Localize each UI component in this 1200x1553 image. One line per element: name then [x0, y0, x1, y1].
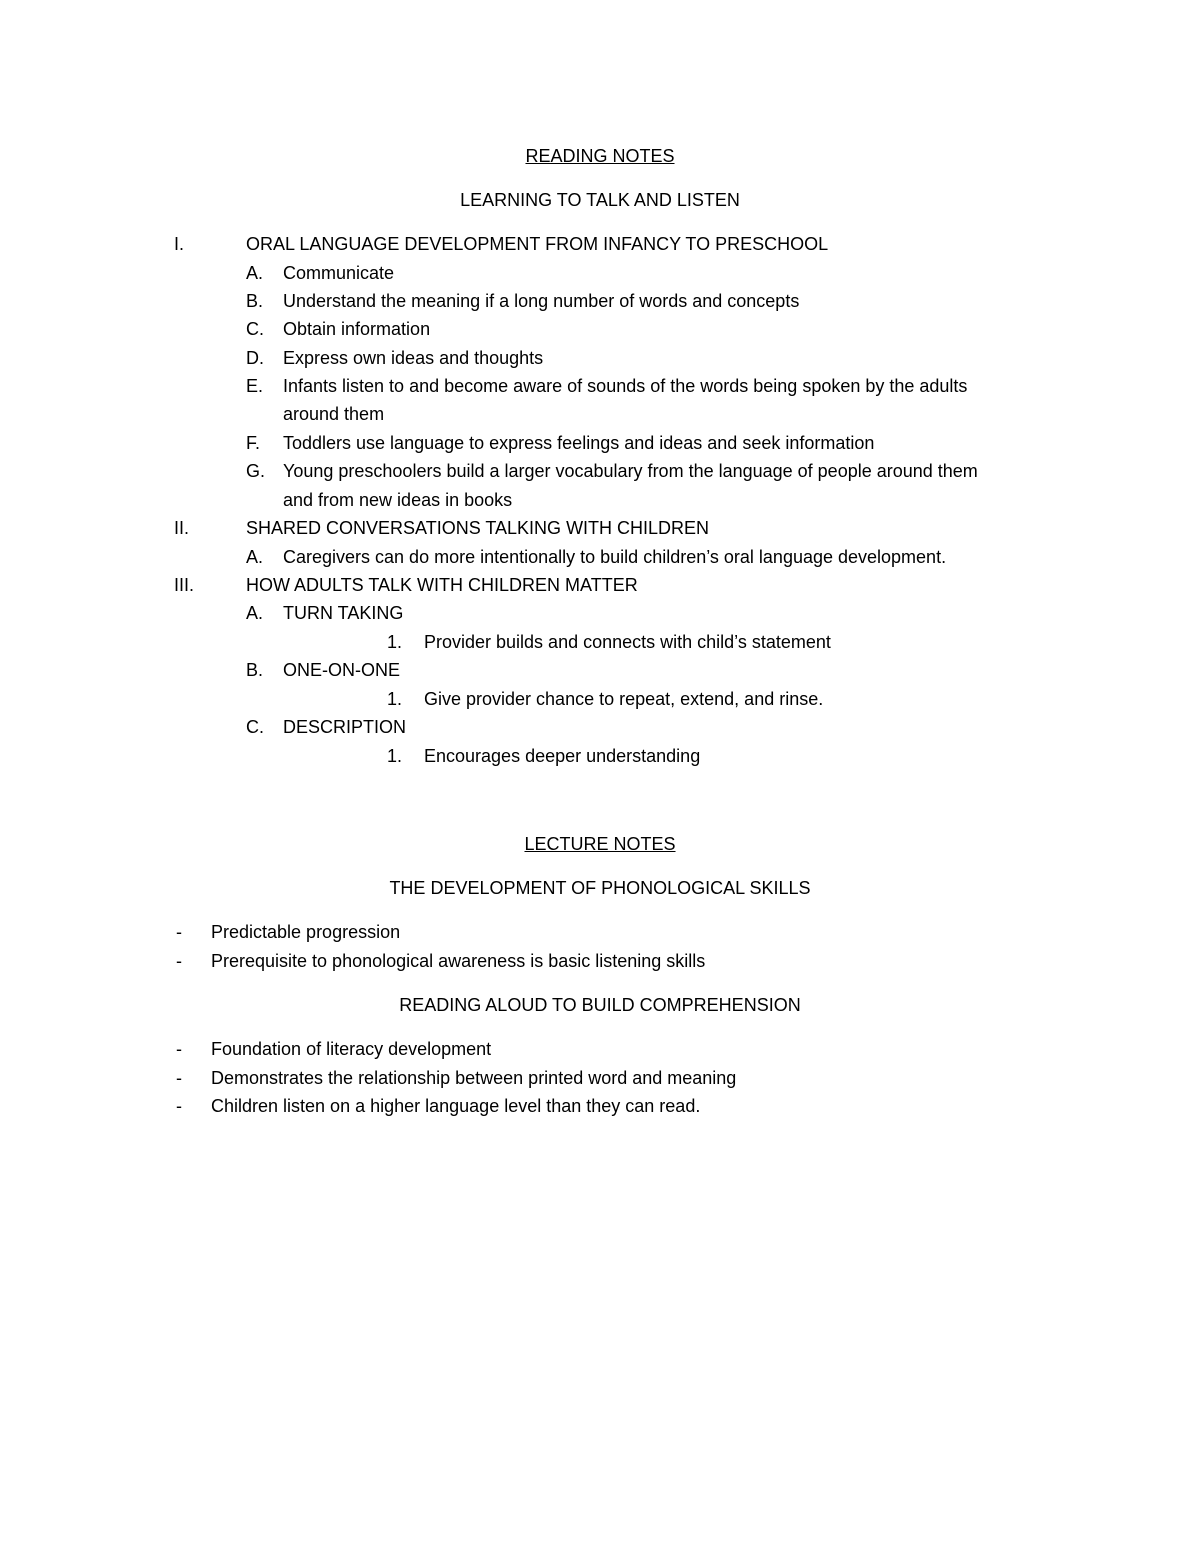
- subitem-marker: 1.: [387, 689, 403, 709]
- item-marker: F.: [246, 433, 261, 453]
- subitem-text: Encourages deeper understanding: [424, 746, 701, 766]
- item-marker: C.: [246, 319, 264, 339]
- item-marker: E.: [246, 376, 264, 396]
- bullet-dash: -: [176, 951, 182, 971]
- item-text: ONE-ON-ONE: [283, 660, 400, 680]
- subitem-marker: 1.: [387, 746, 403, 766]
- item-text: Young preschoolers build a larger vocabulary from the language of people around them: [283, 461, 978, 481]
- item-text-continued: around them: [283, 404, 385, 424]
- bullet-dash: -: [176, 1039, 182, 1059]
- subitem-marker: 1.: [387, 632, 403, 652]
- lecture-group-heading: THE DEVELOPMENT OF PHONOLOGICAL SKILLS: [389, 878, 811, 898]
- item-text: Infants listen to and become aware of sounds of the words being spoken by the adults: [283, 376, 968, 396]
- item-text: Understand the meaning if a long number of words and concepts: [283, 291, 800, 311]
- item-text: TURN TAKING: [283, 603, 404, 623]
- item-marker: D.: [246, 348, 264, 368]
- bullet-text: Predictable progression: [211, 922, 401, 942]
- item-marker: A.: [246, 263, 264, 283]
- section-marker: I.: [174, 234, 185, 254]
- section-marker: II.: [174, 518, 190, 538]
- bullet-text: Foundation of literacy development: [211, 1039, 492, 1059]
- bullet-dash: -: [176, 922, 182, 942]
- bullet-text: Prerequisite to phonological awareness is basic listening skills: [211, 951, 706, 971]
- item-text: Caregivers can do more intentionally to build children’s oral language development.: [283, 547, 947, 567]
- item-text: DESCRIPTION: [283, 717, 407, 737]
- item-marker: A.: [246, 603, 264, 623]
- item-marker: C.: [246, 717, 264, 737]
- bullet-dash: -: [176, 1068, 182, 1088]
- bullet-dash: -: [176, 1096, 182, 1116]
- subitem-text: Provider builds and connects with child’s statement: [424, 632, 831, 652]
- item-text: Obtain information: [283, 319, 431, 339]
- lecture-notes-title: LECTURE NOTES: [524, 834, 676, 854]
- lecture-group-heading: READING ALOUD TO BUILD COMPREHENSION: [399, 995, 801, 1015]
- item-marker: A.: [246, 547, 264, 567]
- subitem-text: Give provider chance to repeat, extend, and rinse.: [424, 689, 824, 709]
- item-text: Communicate: [283, 263, 395, 283]
- reading-notes-subtitle: LEARNING TO TALK AND LISTEN: [460, 190, 740, 210]
- section-heading: HOW ADULTS TALK WITH CHILDREN MATTER: [246, 575, 638, 595]
- item-marker: G.: [246, 461, 266, 481]
- item-marker: B.: [246, 291, 264, 311]
- item-marker: B.: [246, 660, 264, 680]
- item-text: Toddlers use language to express feelings and ideas and seek information: [283, 433, 875, 453]
- reading-notes-title: READING NOTES: [525, 146, 675, 166]
- section-heading: ORAL LANGUAGE DEVELOPMENT FROM INFANCY TO PRESCHOOL: [246, 234, 829, 254]
- bullet-text: Demonstrates the relationship between printed word and meaning: [211, 1068, 737, 1088]
- item-text: Express own ideas and thoughts: [283, 348, 544, 368]
- bullet-text: Children listen on a higher language level than they can read.: [211, 1096, 701, 1116]
- section-marker: III.: [174, 575, 195, 595]
- section-heading: SHARED CONVERSATIONS TALKING WITH CHILDREN: [246, 518, 710, 538]
- item-text-continued: and from new ideas in books: [283, 490, 513, 510]
